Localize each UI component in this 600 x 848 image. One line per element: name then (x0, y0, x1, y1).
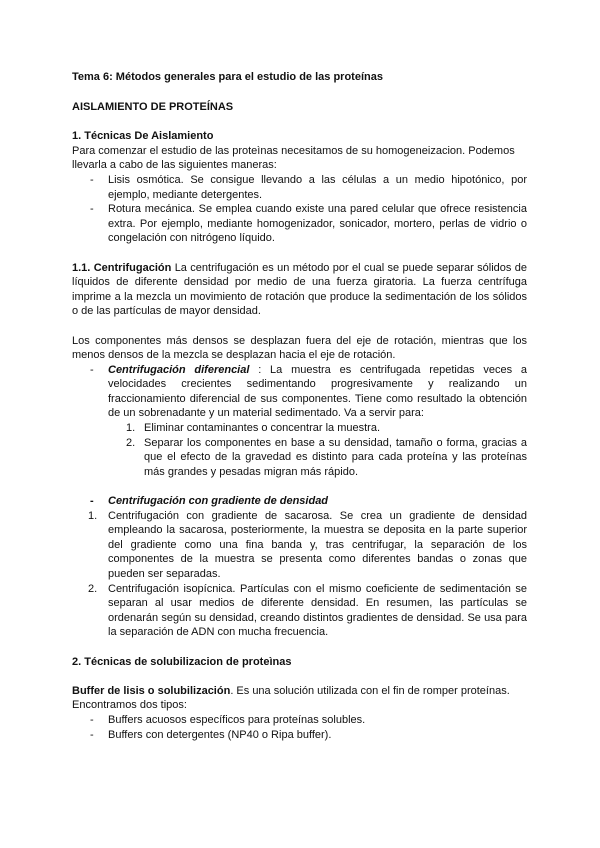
numbered-item (72, 509, 527, 582)
bullet-item (72, 728, 527, 743)
heading-tecnicas-aislamiento: 1. Técnicas De Aislamiento (72, 130, 214, 143)
numbered-text: Separar los componentes en base a su densidad, tamaño o forma, gracias a que el efecto de la gravedad es distinto para cada proteína y las proteínas más grandes y pesadas migran más rápido. (144, 436, 527, 478)
bullet-item (72, 713, 527, 728)
bullet-item-gradiente (72, 494, 527, 509)
paragraph-intro: Para comenzar el estudio de las proteìnas necesitamos de su homogeneizacion. Podemos llevarla a cabo de las siguientes maneras: (72, 144, 515, 172)
bullet-dash: - (90, 203, 94, 216)
paragraph-buffer (72, 684, 527, 699)
numbered-item (72, 421, 527, 436)
paragraph-componentes: Los componentes más densos se desplazan fuera del eje de rotación, mientras que los menos densos de la mezcla se desplazan hacia el eje de rotación. (72, 334, 527, 362)
document-body (72, 70, 527, 742)
number-marker: 2. (88, 582, 98, 595)
bullet-dash: - (90, 173, 94, 186)
diferencial-text: : La muestra es centrifugada repetidas veces a velocidades crecientes sedimentando progresivamente y realizando un fraccionamiento diferencial de sus componentes. Tiene como resultado la obtención de un sobrenadante y un material sedimentado. Va a servir para: (108, 363, 527, 420)
bullet-dash: - (90, 728, 94, 741)
number-marker: 1. (126, 422, 136, 435)
heading-solubilizacion: 2. Técnicas de solubilizacion de proteìnas (72, 655, 292, 668)
bullet-text: Buffers acuosos específicos para proteínas solubles. (108, 713, 366, 726)
paragraph-centrifugacion (72, 261, 527, 319)
bullet-dash: - (90, 713, 94, 726)
numbered-text: Centrifugación isopícnica. Partículas con el mismo coeficiente de sedimentación se separan al usar medios de diferente densidad. En resumen, las partículas se ordenarán según su densidad, creando distintos gradientes de densidad. Se usa para la separación de ADN con mucha frecuencia. (108, 582, 527, 639)
number-marker: 1. (88, 509, 98, 522)
bullet-dash: - (90, 495, 94, 508)
numbered-item (72, 436, 527, 480)
bullet-text: Rotura mecánica. Se emplea cuando existe una pared celular que ofrece resistencia extra. Por ejemplo, mediante homogenizador, sonicador, mortero, perlas de vidrio o congelación con nitrógeno líquido. (108, 203, 527, 245)
bullet-item-diferencial (72, 363, 527, 421)
label-buffer-lisis: Buffer de lisis o solubilización (72, 684, 231, 697)
bullet-text: Buffers con detergentes (NP40 o Ripa buffer). (108, 728, 332, 741)
centrifugacion-text: La centrifugación es un método por el cual se puede separar sólidos de líquidos de diferente densidad por medio de una fuerza giratoria. La fuerza centrífuga imprime a la mezcla un movimiento de rotación que produce la sedimentación de los sólidos o de las partículas de mayor densidad. (72, 261, 527, 318)
buffer-text: . Es una solución utilizada con el fin de romper proteínas. (230, 684, 510, 697)
numbered-item (72, 582, 527, 640)
bullet-item (72, 173, 527, 202)
bullet-item (72, 202, 527, 246)
label-centrifugacion-diferencial: Centrifugación diferencial (108, 363, 250, 376)
number-marker: 2. (126, 436, 136, 449)
section-heading: AISLAMIENTO DE PROTEÍNAS (72, 100, 234, 113)
document-title: Tema 6: Métodos generales para el estudio de las proteínas (72, 71, 383, 83)
label-centrifugacion-gradiente: Centrifugación con gradiente de densidad (108, 495, 329, 508)
bullet-text: Lisis osmótica. Se consigue llevando a las células a un medio hipotónico, por ejemplo, mediante detergentes. (108, 173, 527, 201)
numbered-text: Centrifugación con gradiente de sacarosa. Se crea un gradiente de densidad empleando la sacarosa, posteriormente, la muestra se deposita en la parte superior del gradiente como una fina banda y, tras centrifugar, la separación de los componentes de la muestra se presenta como diferentes bandas o zonas que pueden ser separadas. (108, 509, 527, 580)
heading-centrifugacion: 1.1. Centrifugación (72, 261, 172, 274)
paragraph-tipos: Encontramos dos tipos: (72, 699, 187, 712)
bullet-dash: - (90, 363, 94, 376)
numbered-text: Eliminar contaminantes o concentrar la muestra. (144, 422, 380, 435)
